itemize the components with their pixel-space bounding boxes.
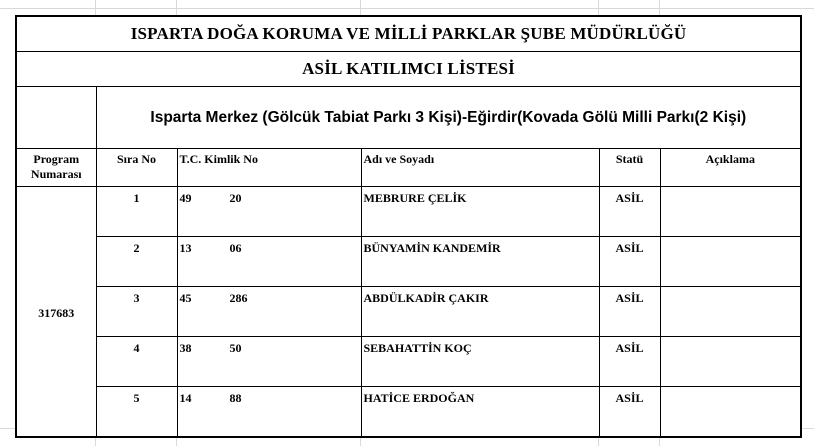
row-name: SEBAHATTİN KOÇ	[361, 337, 599, 387]
row-tc	[177, 237, 361, 287]
document-subtitle: ASİL KATILIMCI LİSTESİ	[16, 52, 801, 87]
table-row	[16, 187, 801, 237]
row-tc	[177, 387, 361, 438]
participant-table	[15, 15, 802, 438]
row-sira: 1	[96, 187, 177, 237]
program-number: 317683	[16, 187, 96, 438]
header-sira-no: Sıra No	[96, 149, 177, 187]
row-name: ABDÜLKADİR ÇAKIR	[361, 287, 599, 337]
row-sira: 3	[96, 287, 177, 337]
row-sira: 5	[96, 387, 177, 438]
redaction-block	[192, 194, 230, 204]
header-program-number: Program Numarası	[16, 149, 96, 187]
row-note	[660, 237, 801, 287]
row-status: ASİL	[599, 187, 660, 237]
row-status: ASİL	[599, 287, 660, 337]
region-heading: Isparta Merkez (Gölcük Tabiat Parkı 3 Kişi)-Eğirdir(Kovada Gölü Milli Parkı(2 Kişi)	[96, 87, 801, 149]
tc-start: 13	[179, 241, 192, 255]
table-row	[16, 287, 801, 337]
redaction-block	[192, 394, 230, 404]
row-name: BÜNYAMİN KANDEMİR	[361, 237, 599, 287]
row-note	[660, 287, 801, 337]
tc-end: 286	[229, 291, 248, 305]
row-name: MEBRURE ÇELİK	[361, 187, 599, 237]
table-row	[16, 237, 801, 287]
tc-end: 06	[229, 241, 242, 255]
header-status: Statü	[599, 149, 660, 187]
redaction-block	[192, 344, 230, 354]
tc-start: 45	[179, 291, 192, 305]
header-note: Açıklama	[660, 149, 801, 187]
row-status: ASİL	[599, 337, 660, 387]
row-status: ASİL	[599, 237, 660, 287]
row-note	[660, 387, 801, 438]
row-status: ASİL	[599, 387, 660, 438]
document-title: ISPARTA DOĞA KORUMA VE MİLLİ PARKLAR ŞUBE MÜDÜRLÜĞÜ	[16, 16, 801, 52]
row-note	[660, 337, 801, 387]
row-tc	[177, 337, 361, 387]
row-tc	[177, 187, 361, 237]
table-row	[16, 387, 801, 438]
tc-end: 20	[229, 191, 242, 205]
row-name: HATİCE ERDOĞAN	[361, 387, 599, 438]
header-name: Adı ve Soyadı	[361, 149, 599, 187]
row-sira: 2	[96, 237, 177, 287]
row-note	[660, 187, 801, 237]
tc-start: 49	[179, 191, 192, 205]
row-sira: 4	[96, 337, 177, 387]
header-tc-kimlik: T.C. Kimlik No	[177, 149, 361, 187]
blank-cell	[16, 87, 96, 149]
table-row	[16, 337, 801, 387]
tc-start: 14	[179, 391, 192, 405]
tc-start: 38	[179, 341, 192, 355]
row-tc	[177, 287, 361, 337]
tc-end: 50	[229, 341, 242, 355]
redaction-block	[192, 244, 230, 254]
redaction-block	[192, 294, 230, 304]
tc-end: 88	[229, 391, 242, 405]
